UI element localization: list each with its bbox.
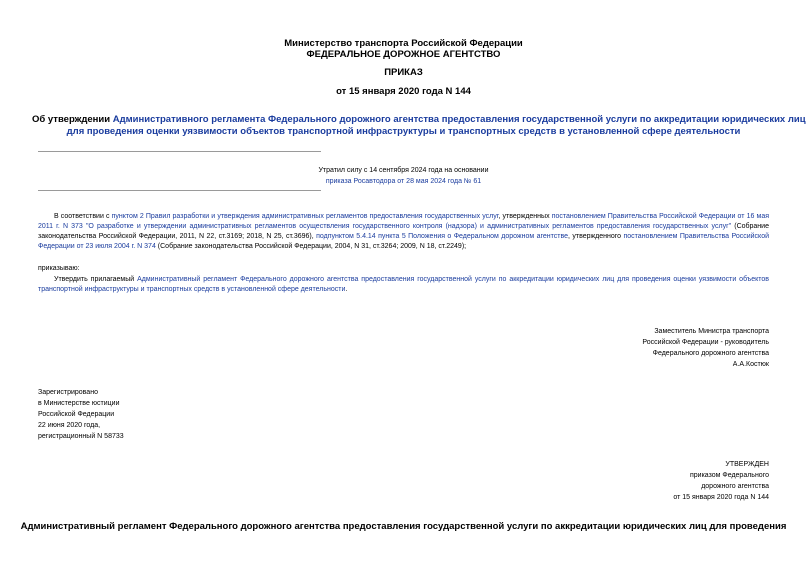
resolution-373-link[interactable]: постановлением Правительства Российской Федерации от 16 мая 2011 г. N 373 "О разработке и утверждении административных регламентов осуществления государственного контроля (надзора) и административных регламентов предоставления государственных услуг" [38,213,770,230]
preamble-text-4: , утвержденного [568,233,624,240]
status-note-text: Утратил силу с 14 сентября 2024 года на основании [318,167,489,174]
status-note-link[interactable]: приказа Росавтодора от 28 мая 2024 года № 61 [325,178,482,185]
title-regulation-link[interactable]: Административного регламента Федерального дорожного агентства предоставления государственной услуги по аккредитации юридических лиц [112,114,806,125]
signature-block [642,326,769,370]
registration-line-2: в Министерстве юстиции [38,400,120,407]
order-label: приказываю: [38,265,80,272]
registration-block [38,387,124,442]
resolution-374-link[interactable]: постановлением Правительства Российской Федерации от 23 июля 2004 г. N 374 [38,233,769,250]
approved-block [673,459,769,503]
preamble-text-2: , утвержденных [498,213,552,220]
rules-link[interactable]: пунктом 2 Правил разработки и утверждения административных регламентов предоставления государственных услуг [111,213,499,220]
preamble-paragraph [38,212,769,252]
signature-line-3: Федерального дорожного агентства [652,350,769,357]
preamble-text-3: (Собрание законодательства Российской Федерации, 2011, N 22, ст.3169; 2018, N 25, ст.3696), [38,223,769,240]
preamble-text-1: В соответствии с [54,213,112,220]
title-prefix: Об утверждении [32,114,113,125]
ministry-name: Министерство транспорта Российской Федерации [284,38,523,49]
approved-line-2: приказом Федерального [689,472,769,479]
order-paragraph [38,275,769,295]
signature-name: А.А.Костюк [732,361,769,368]
document-date: от 15 января 2020 года N 144 [336,86,471,97]
signature-line-2: Российской Федерации - руководитель [642,339,769,346]
approved-line-3: дорожного агентства [701,483,769,490]
regulation-subclause-link[interactable]: подпунктом 5.4.14 пункта 5 Положения о Федеральном дорожном агентстве [316,233,569,240]
approved-line-4: от 15 января 2020 года N 144 [673,494,769,501]
divider-bottom [38,190,321,191]
document-type: ПРИКАЗ [384,67,423,78]
divider-top [38,151,321,152]
approved-regulation-link[interactable]: Административный регламент Федерального дорожного агентства предоставления государственной услуги по аккредитации юридических лиц для проведения оценки уязвимости объектов транспортной инфраструктуры и транспортных средств в установленной сфере деятельности [38,276,769,293]
order-text-2: . [345,286,348,293]
order-text-1: Утвердить прилагаемый [54,276,138,283]
signature-line-1: Заместитель Министра транспорта [654,328,769,335]
regulation-heading: Административный регламент Федерального дорожного агентства предоставления государственной услуги по аккредитации юридических лиц для проведения [20,521,787,532]
registration-line-3: Российской Федерации [38,411,115,418]
preamble-text-5: (Собрание законодательства Российской Федерации, 2004, N 31, ст.3264; 2009, N 18, ст.2249); [155,243,467,250]
registration-line-5: регистрационный N 58733 [38,433,124,440]
registration-line-4: 22 июня 2020 года, [38,422,101,429]
approved-line-1: УТВЕРЖДЕН [725,461,769,468]
agency-name: ФЕДЕРАЛЬНОЕ ДОРОЖНОЕ АГЕНТСТВО [306,49,501,60]
title-regulation-link-continued[interactable]: для проведения оценки уязвимости объектов транспортной инфраструктуры и транспортных средств в установленной сфере деятельности [66,126,741,137]
registration-line-1: Зарегистрировано [38,389,98,396]
document-title [32,114,806,138]
